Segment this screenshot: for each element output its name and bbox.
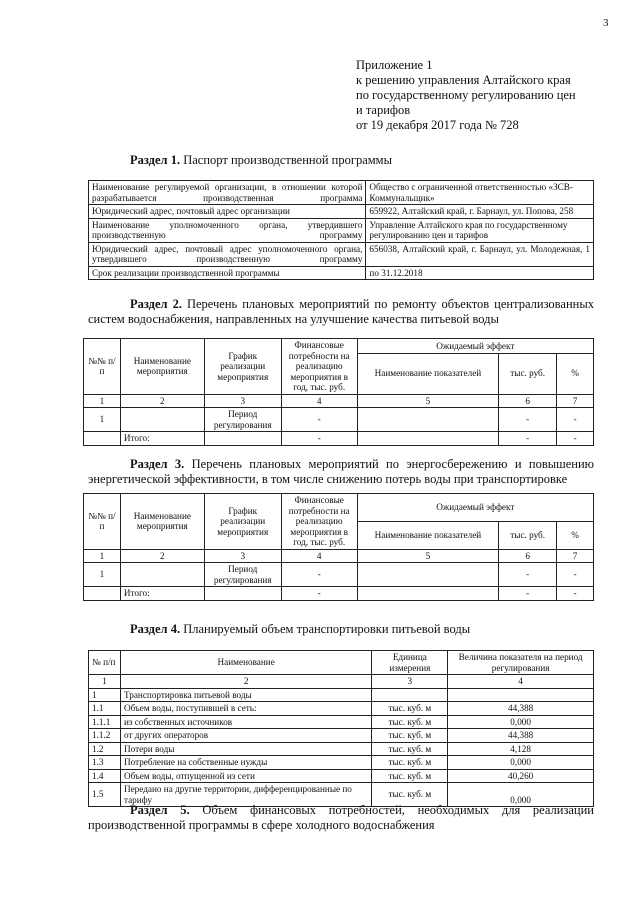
header-num: № п/п (89, 651, 121, 675)
table-cell (84, 587, 121, 601)
section5-title: Объем финансовых потребностей, необходимых для реализации производственной программы в сфере холодного водоснабжения (88, 803, 594, 832)
table-cell: 3 (204, 549, 281, 563)
table-cell: 1 (84, 549, 121, 563)
table-cell: - (557, 432, 594, 446)
table-row (84, 563, 594, 587)
header-effect: Ожидаемый эффект (357, 494, 593, 522)
table-cell: Потребление на собственные нужды (120, 756, 371, 770)
table-cell (357, 408, 499, 432)
table-cell: Управление Алтайского края по государственному регулированию цен и тарифов (366, 218, 594, 242)
table-cell: - (557, 563, 594, 587)
table-cell: - (557, 408, 594, 432)
header-indicator: Наименование показателей (357, 521, 499, 549)
header-name: Наименование (120, 651, 371, 675)
section3-table (83, 493, 594, 601)
header-num: №№ п/п (84, 494, 121, 550)
section2-heading (88, 297, 594, 327)
table-cell: - (281, 432, 357, 446)
table-cell (357, 587, 499, 601)
table-cell (204, 432, 281, 446)
header-finance: Финансовые потребности на реализацию мероприятия в год, тыс. руб. (281, 494, 357, 550)
appendix-line: от 19 декабря 2017 года № 728 (356, 118, 519, 132)
table-cell: Юридический адрес, почтовый адрес уполномоченного органа, утвердившего производственную программу (89, 242, 366, 266)
table-cell: 3 (204, 394, 281, 408)
section2-label: Раздел 2. (130, 297, 182, 311)
table-cell (357, 563, 499, 587)
table-cell (84, 432, 121, 446)
table-row (89, 242, 594, 266)
table-colnum-row (84, 394, 594, 408)
table-row (89, 729, 594, 743)
table-cell: 1.4 (89, 769, 121, 783)
table-cell: Юридический адрес, почтовый адрес организации (89, 205, 366, 219)
section1-title: Паспорт производственной программы (183, 153, 392, 167)
section1-heading (130, 153, 392, 168)
table-cell: из собственных источников (120, 715, 371, 729)
table-cell: - (557, 587, 594, 601)
header-pct: % (557, 353, 594, 394)
header-pct: % (557, 521, 594, 549)
section4-title: Планируемый объем транспортировки питьевой воды (183, 622, 471, 636)
table-cell: тыс. куб. м (372, 742, 448, 756)
table-header-row (89, 651, 594, 675)
table-cell: 6 (499, 549, 557, 563)
header-name: Наименование мероприятия (120, 494, 204, 550)
table-cell: тыс. куб. м (372, 702, 448, 716)
table-row (89, 769, 594, 783)
table-cell: 2 (120, 394, 204, 408)
table-cell: Наименование уполномоченного органа, утвердившего производственную программу (89, 218, 366, 242)
table-cell: тыс. куб. м (372, 783, 448, 807)
table-cell: 1 (84, 394, 121, 408)
table-cell: Передано на другие территории, дифференцированные по тарифу (120, 783, 371, 807)
section4-heading (130, 622, 470, 637)
header-num: №№ п/п (84, 339, 121, 395)
table-row (89, 181, 594, 205)
table-cell: 1 (84, 408, 121, 432)
header-name: Наименование мероприятия (120, 339, 204, 395)
table-cell: 0,000 (448, 783, 594, 807)
table-cell: 44,388 (448, 702, 594, 716)
header-indicator: Наименование показателей (357, 353, 499, 394)
table-cell: 1.1.1 (89, 715, 121, 729)
table-cell: 1 (84, 563, 121, 587)
table-cell: 4 (448, 675, 594, 689)
table-cell: Период регулирования (204, 408, 281, 432)
table-total-row (84, 432, 594, 446)
table-cell: 1.1.2 (89, 729, 121, 743)
table-cell: тыс. куб. м (372, 715, 448, 729)
section4-label: Раздел 4. (130, 622, 181, 636)
table-colnum-row (84, 549, 594, 563)
table-cell: 1.5 (89, 783, 121, 807)
table-cell: тыс. куб. м (372, 756, 448, 770)
table-cell: тыс. куб. м (372, 769, 448, 783)
table-cell: Потери воды (120, 742, 371, 756)
section1-table (88, 180, 594, 280)
table-cell: Объем воды, поступившей в сеть: (120, 702, 371, 716)
table-row (89, 756, 594, 770)
table-cell (448, 688, 594, 702)
table-cell: 656038, Алтайский край, г. Барнаул, ул. Молодежная, 1 (366, 242, 594, 266)
table-cell: - (499, 563, 557, 587)
table-cell: Транспортировка питьевой воды (120, 688, 371, 702)
table-cell (372, 688, 448, 702)
section4-table (88, 650, 594, 807)
appendix-line: Приложение 1 (356, 58, 433, 72)
table-cell: 7 (557, 549, 594, 563)
table-cell: - (499, 587, 557, 601)
table-cell (204, 587, 281, 601)
table-row (89, 742, 594, 756)
table-cell: 1.2 (89, 742, 121, 756)
table-cell: - (281, 408, 357, 432)
page-number: 3 (603, 17, 609, 29)
table-row (89, 218, 594, 242)
table-cell: 0,000 (448, 715, 594, 729)
table-cell: 659922, Алтайский край, г. Барнаул, ул. Попова, 258 (366, 205, 594, 219)
header-effect: Ожидаемый эффект (357, 339, 593, 354)
section5-heading (88, 803, 594, 833)
table-cell: 3 (372, 675, 448, 689)
table-row (84, 408, 594, 432)
total-label: Итого: (120, 432, 204, 446)
header-unit: Единица измерения (372, 651, 448, 675)
header-schedule: График реализации мероприятия (204, 339, 281, 395)
table-colnum-row (89, 675, 594, 689)
table-cell: - (499, 432, 557, 446)
header-finance: Финансовые потребности на реализацию мероприятия в год, тыс. руб. (281, 339, 357, 395)
table-cell: Общество с ограниченной ответственностью «ЗСВ-Коммунальщик» (366, 181, 594, 205)
section3-label: Раздел 3. (130, 457, 185, 471)
appendix-line: и тарифов (356, 103, 411, 117)
table-cell (120, 408, 204, 432)
table-cell: 44,388 (448, 729, 594, 743)
table-cell: 4,128 (448, 742, 594, 756)
section2-table (83, 338, 594, 446)
table-cell: 1.3 (89, 756, 121, 770)
table-row (89, 715, 594, 729)
section3-heading (88, 457, 594, 487)
table-cell: по 31.12.2018 (366, 266, 594, 280)
total-label: Итого: (120, 587, 204, 601)
table-header-row (84, 494, 594, 522)
table-cell: 4 (281, 549, 357, 563)
table-cell: 2 (120, 675, 371, 689)
appendix-header (356, 58, 576, 133)
table-cell: 7 (557, 394, 594, 408)
table-row (89, 702, 594, 716)
header-value: Величина показателя на период регулирования (448, 651, 594, 675)
table-cell: Наименование регулируемой организации, в отношении которой разрабатывается производственная программа (89, 181, 366, 205)
table-cell: - (281, 563, 357, 587)
table-row (89, 688, 594, 702)
table-cell: Период регулирования (204, 563, 281, 587)
section1-label: Раздел 1. (130, 153, 181, 167)
table-cell: 40,260 (448, 769, 594, 783)
table-cell: Объем воды, отпущенной из сети (120, 769, 371, 783)
table-cell: 6 (499, 394, 557, 408)
header-thous: тыс. руб. (499, 353, 557, 394)
table-row (89, 266, 594, 280)
table-cell: - (499, 408, 557, 432)
table-cell: 2 (120, 549, 204, 563)
table-cell (120, 563, 204, 587)
header-thous: тыс. руб. (499, 521, 557, 549)
appendix-line: к решению управления Алтайского края (356, 73, 571, 87)
table-row (89, 205, 594, 219)
table-cell: от других операторов (120, 729, 371, 743)
table-cell: 1 (89, 675, 121, 689)
table-header-row (84, 339, 594, 354)
section2-title: Перечень плановых мероприятий по ремонту объектов централизованных систем водоснабжения, направленных на улучшение качества питьевой воды (88, 297, 594, 326)
table-cell: 5 (357, 394, 499, 408)
table-cell: 0,000 (448, 756, 594, 770)
appendix-line: по государственному регулированию цен (356, 88, 576, 102)
table-cell: - (281, 587, 357, 601)
header-schedule: График реализации мероприятия (204, 494, 281, 550)
table-total-row (84, 587, 594, 601)
table-cell: 1.1 (89, 702, 121, 716)
table-cell: 1 (89, 688, 121, 702)
table-cell: 5 (357, 549, 499, 563)
table-cell: Срок реализации производственной программы (89, 266, 366, 280)
table-cell: 4 (281, 394, 357, 408)
table-cell (357, 432, 499, 446)
section5-label: Раздел 5. (130, 803, 190, 817)
section3-title: Перечень плановых мероприятий по энергосбережению и повышению энергетической эффективности, в том числе снижению потерь воды при транспортировке (88, 457, 595, 486)
table-cell: тыс. куб. м (372, 729, 448, 743)
